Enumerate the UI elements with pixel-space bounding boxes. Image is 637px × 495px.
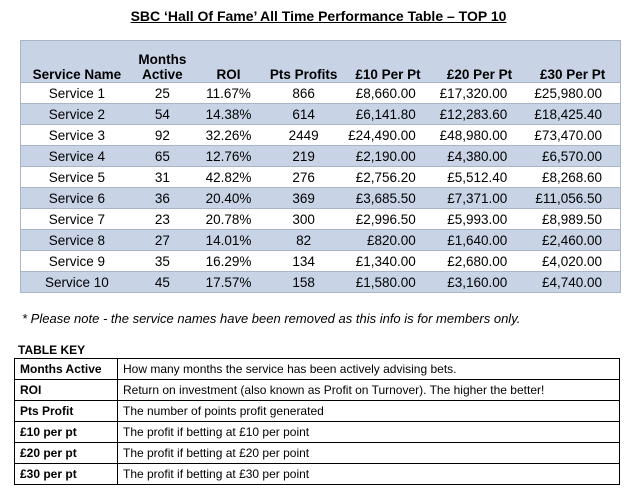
- table-cell: £6,141.80: [342, 104, 434, 125]
- key-term: £30 per pt: [15, 464, 118, 485]
- table-cell: £3,685.50: [342, 188, 434, 209]
- table-cell: 866: [265, 83, 342, 104]
- table-cell: £5,512.40: [434, 167, 526, 188]
- table-cell: £2,680.00: [434, 251, 526, 272]
- key-definition: The number of points profit generated: [118, 401, 620, 422]
- table-cell: £12,283.60: [434, 104, 526, 125]
- col-20-per-pt: £20 Per Pt: [434, 41, 526, 83]
- table-cell: Service 4: [21, 146, 133, 167]
- table-cell: £8,989.50: [525, 209, 620, 230]
- table-cell: 35: [133, 251, 192, 272]
- table-cell: £24,490.00: [342, 125, 434, 146]
- table-row: [21, 272, 621, 293]
- page-title: SBC ‘Hall Of Fame’ All Time Performance Table – TOP 10: [130, 8, 507, 24]
- table-row: [21, 125, 621, 146]
- key-row: [15, 359, 620, 380]
- table-cell: 11.67%: [192, 83, 265, 104]
- table-cell: £8,660.00: [342, 83, 434, 104]
- key-definition: How many months the service has been actively advising bets.: [118, 359, 620, 380]
- col-10-per-pt: £10 Per Pt: [342, 41, 434, 83]
- table-cell: £2,996.50: [342, 209, 434, 230]
- table-cell: 369: [265, 188, 342, 209]
- col-service-name: Service Name: [21, 41, 133, 83]
- table-cell: £11,056.50: [525, 188, 620, 209]
- table-cell: £4,380.00: [434, 146, 526, 167]
- table-cell: Service 3: [21, 125, 133, 146]
- table-key-heading: TABLE KEY: [18, 343, 86, 357]
- table-cell: 158: [265, 272, 342, 293]
- table-cell: £1,640.00: [434, 230, 526, 251]
- table-cell: Service 8: [21, 230, 133, 251]
- table-cell: Service 10: [21, 272, 133, 293]
- table-cell: 14.38%: [192, 104, 265, 125]
- table-cell: £4,020.00: [525, 251, 620, 272]
- table-cell: Service 5: [21, 167, 133, 188]
- key-row: [15, 464, 620, 485]
- table-cell: 2449: [265, 125, 342, 146]
- table-cell: £8,268.60: [525, 167, 620, 188]
- table-cell: 614: [265, 104, 342, 125]
- table-cell: 14.01%: [192, 230, 265, 251]
- key-row: [15, 443, 620, 464]
- key-definition: The profit if betting at £20 per point: [118, 443, 620, 464]
- table-cell: 12.76%: [192, 146, 265, 167]
- table-cell: £73,470.00: [525, 125, 620, 146]
- table-cell: 54: [133, 104, 192, 125]
- table-cell: £18,425.40: [525, 104, 620, 125]
- table-row: [21, 230, 621, 251]
- key-term: Pts Profit: [15, 401, 118, 422]
- table-cell: £2,460.00: [525, 230, 620, 251]
- table-cell: £1,580.00: [342, 272, 434, 293]
- key-term: £20 per pt: [15, 443, 118, 464]
- table-cell: 36: [133, 188, 192, 209]
- key-row: [15, 380, 620, 401]
- table-cell: 92: [133, 125, 192, 146]
- table-cell: £48,980.00: [434, 125, 526, 146]
- table-cell: 134: [265, 251, 342, 272]
- performance-table: [20, 40, 621, 293]
- key-term: Months Active: [15, 359, 118, 380]
- table-cell: £4,740.00: [525, 272, 620, 293]
- table-cell: £820.00: [342, 230, 434, 251]
- table-cell: 65: [133, 146, 192, 167]
- table-cell: 276: [265, 167, 342, 188]
- table-cell: 219: [265, 146, 342, 167]
- table-row: [21, 188, 621, 209]
- table-cell: 17.57%: [192, 272, 265, 293]
- table-cell: £2,756.20: [342, 167, 434, 188]
- table-cell: £5,993.00: [434, 209, 526, 230]
- table-cell: 42.82%: [192, 167, 265, 188]
- table-cell: 32.26%: [192, 125, 265, 146]
- key-row: [15, 401, 620, 422]
- key-definition: The profit if betting at £30 per point: [118, 464, 620, 485]
- table-cell: Service 1: [21, 83, 133, 104]
- col-30-per-pt: £30 Per Pt: [525, 41, 620, 83]
- table-cell: 45: [133, 272, 192, 293]
- table-cell: Service 2: [21, 104, 133, 125]
- table-cell: £7,371.00: [434, 188, 526, 209]
- table-row: [21, 146, 621, 167]
- header-row: [21, 41, 621, 83]
- table-cell: 300: [265, 209, 342, 230]
- table-cell: 82: [265, 230, 342, 251]
- table-cell: Service 9: [21, 251, 133, 272]
- key-definition: Return on investment (also known as Profit on Turnover). The higher the better!: [118, 380, 620, 401]
- table-cell: 27: [133, 230, 192, 251]
- col-roi: ROI: [192, 41, 265, 83]
- table-cell: Service 6: [21, 188, 133, 209]
- table-cell: £2,190.00: [342, 146, 434, 167]
- table-row: [21, 83, 621, 104]
- key-definition: The profit if betting at £10 per point: [118, 422, 620, 443]
- col-pts-profits: Pts Profits: [265, 41, 342, 83]
- table-row: [21, 209, 621, 230]
- table-cell: £6,570.00: [525, 146, 620, 167]
- table-cell: 16.29%: [192, 251, 265, 272]
- table-cell: 31: [133, 167, 192, 188]
- table-cell: £17,320.00: [434, 83, 526, 104]
- table-key: [14, 358, 620, 485]
- table-cell: 20.40%: [192, 188, 265, 209]
- key-term: ROI: [15, 380, 118, 401]
- table-cell: 20.78%: [192, 209, 265, 230]
- table-cell: 23: [133, 209, 192, 230]
- table-cell: £25,980.00: [525, 83, 620, 104]
- table-cell: 25: [133, 83, 192, 104]
- col-months-active: Months Active: [133, 41, 192, 83]
- members-note: * Please note - the service names have been removed as this info is for members only.: [22, 311, 521, 326]
- table-cell: £1,340.00: [342, 251, 434, 272]
- key-term: £10 per pt: [15, 422, 118, 443]
- table-cell: £3,160.00: [434, 272, 526, 293]
- table-row: [21, 167, 621, 188]
- table-row: [21, 104, 621, 125]
- key-row: [15, 422, 620, 443]
- table-cell: Service 7: [21, 209, 133, 230]
- table-row: [21, 251, 621, 272]
